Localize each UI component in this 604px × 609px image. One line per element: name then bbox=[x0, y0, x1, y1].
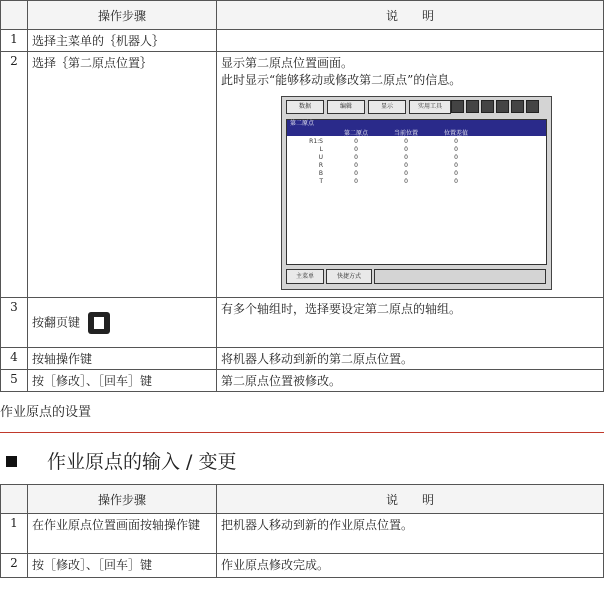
grid-corner bbox=[293, 130, 331, 138]
axis-row bbox=[293, 138, 481, 146]
step-description: 将机器人移动到新的第二原点位置。 bbox=[217, 348, 604, 370]
axis-value: 0 bbox=[354, 146, 358, 153]
menu-data-button[interactable]: 数据 bbox=[286, 100, 324, 114]
axis-label: B bbox=[318, 170, 323, 177]
status-icon bbox=[481, 100, 494, 113]
step-text: 按［修改］、［回车］键 bbox=[28, 554, 217, 578]
section-heading bbox=[0, 447, 236, 474]
step-description bbox=[217, 30, 604, 52]
menu-edit-button[interactable]: 编辑 bbox=[327, 100, 365, 114]
axis-label: T bbox=[319, 178, 323, 185]
axis-value: 0 bbox=[454, 138, 458, 145]
step-text: 按翻页键 bbox=[32, 315, 81, 329]
position-grid bbox=[293, 130, 481, 186]
step-text: 选择｛第二原点位置｝ bbox=[28, 52, 217, 298]
status-icon bbox=[466, 100, 479, 113]
axis-label: R1:S bbox=[309, 138, 323, 145]
status-icons bbox=[451, 100, 539, 113]
column-header: 当前位置 bbox=[393, 130, 418, 137]
axis-label: L bbox=[319, 146, 323, 153]
menu-display-button[interactable]: 显示 bbox=[368, 100, 406, 114]
pendant-screen bbox=[281, 96, 552, 290]
step-number: 2 bbox=[1, 52, 28, 298]
step-description bbox=[217, 52, 604, 298]
blank-header bbox=[1, 1, 28, 30]
header-description: 说 明 bbox=[217, 485, 604, 514]
axis-row bbox=[293, 146, 481, 154]
axis-value: 0 bbox=[454, 178, 458, 185]
message-area bbox=[374, 269, 546, 284]
shortcut-button[interactable]: 快捷方式 bbox=[326, 269, 372, 284]
axis-value: 0 bbox=[404, 146, 408, 153]
steps-table-work-home bbox=[0, 484, 604, 578]
panel-title: 第二原点 bbox=[287, 120, 546, 136]
axis-value: 0 bbox=[354, 138, 358, 145]
header-description: 说 明 bbox=[217, 1, 604, 30]
section-divider bbox=[0, 432, 604, 433]
grid-header-row bbox=[293, 130, 481, 138]
second-home-panel bbox=[286, 119, 547, 265]
step-number: 3 bbox=[1, 298, 28, 348]
axis-value: 0 bbox=[404, 154, 408, 161]
status-icon bbox=[526, 100, 539, 113]
figure-caption: 作业原点的设置 bbox=[0, 405, 92, 420]
step-text: 在作业原点位置画面按轴操作键 bbox=[28, 514, 217, 554]
step-text: 按轴操作键 bbox=[28, 348, 217, 370]
column-header: 第二原点 bbox=[343, 130, 368, 137]
axis-value: 0 bbox=[454, 170, 458, 177]
step-description: 第二原点位置被修改。 bbox=[217, 370, 604, 392]
step-number: 5 bbox=[1, 370, 28, 392]
step-number: 1 bbox=[1, 514, 28, 554]
axis-value: 0 bbox=[354, 170, 358, 177]
header-steps: 操作步骤 bbox=[28, 1, 217, 30]
axis-value: 0 bbox=[404, 138, 408, 145]
axis-value: 0 bbox=[354, 178, 358, 185]
description-line: 此时显示“能够移动或修改第二原点”的信息。 bbox=[221, 73, 462, 87]
bullet-square-icon bbox=[6, 456, 17, 467]
step-description: 把机器人移动到新的作业原点位置。 bbox=[217, 514, 604, 554]
main-menu-button[interactable]: 主菜单 bbox=[286, 269, 324, 284]
step-description: 有多个轴组时，选择要设定第二原点的轴组。 bbox=[217, 298, 604, 348]
status-icon bbox=[511, 100, 524, 113]
axis-value: 0 bbox=[354, 154, 358, 161]
menu-utility-button[interactable]: 实用工具 bbox=[409, 100, 451, 114]
axis-value: 0 bbox=[454, 146, 458, 153]
step-number: 4 bbox=[1, 348, 28, 370]
axis-value: 0 bbox=[354, 162, 358, 169]
step-description: 作业原点修改完成。 bbox=[217, 554, 604, 578]
axis-value: 0 bbox=[454, 162, 458, 169]
screen-bottom-bar bbox=[286, 269, 546, 284]
axis-row bbox=[293, 170, 481, 178]
step-number: 2 bbox=[1, 554, 28, 578]
description-line: 显示第二原点位置画面。 bbox=[221, 56, 354, 70]
step-text: 选择主菜单的｛机器人｝ bbox=[28, 30, 217, 52]
axis-value: 0 bbox=[404, 178, 408, 185]
status-icon bbox=[496, 100, 509, 113]
step-number: 1 bbox=[1, 30, 28, 52]
axis-row bbox=[293, 178, 481, 186]
page-key-icon bbox=[88, 312, 110, 334]
axis-value: 0 bbox=[454, 154, 458, 161]
step-text: 按［修改］、［回车］键 bbox=[28, 370, 217, 392]
axis-label: R bbox=[318, 162, 323, 169]
axis-label: U bbox=[318, 154, 323, 161]
section-title: 作业原点的输入 / 变更 bbox=[47, 451, 237, 473]
header-steps: 操作步骤 bbox=[28, 485, 217, 514]
axis-row bbox=[293, 162, 481, 170]
screen-menu-bar bbox=[286, 100, 451, 114]
column-header: 位置差值 bbox=[443, 130, 468, 137]
axis-value: 0 bbox=[404, 170, 408, 177]
step-text-cell bbox=[28, 298, 217, 348]
axis-value: 0 bbox=[404, 162, 408, 169]
blank-header bbox=[1, 485, 28, 514]
axis-row bbox=[293, 154, 481, 162]
status-icon bbox=[451, 100, 464, 113]
